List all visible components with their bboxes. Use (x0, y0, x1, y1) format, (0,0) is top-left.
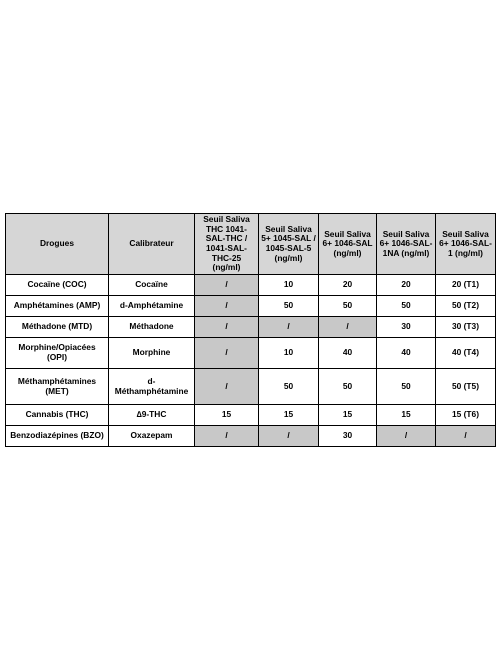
table-cell: 30 (377, 317, 436, 338)
table-cell: 10 (259, 338, 319, 369)
table-cell: / (195, 317, 259, 338)
table-row (6, 317, 496, 338)
cutoff-table (5, 213, 496, 447)
table-cell: 50 (377, 296, 436, 317)
table-row (6, 405, 496, 426)
table-cell: Cannabis (THC) (6, 405, 109, 426)
header-drogues: Drogues (6, 214, 109, 275)
table-cell: 15 (259, 405, 319, 426)
table-cell: / (195, 275, 259, 296)
table-cell: 50 (T5) (436, 369, 496, 405)
table-row (6, 369, 496, 405)
table-cell: 20 (377, 275, 436, 296)
table-cell: 50 (259, 369, 319, 405)
table-cell: d-Amphétamine (109, 296, 195, 317)
table-cell: 15 (T6) (436, 405, 496, 426)
cutoff-table-container (5, 213, 495, 447)
table-cell: ∆9-THC (109, 405, 195, 426)
table-cell: 20 (T1) (436, 275, 496, 296)
header-seuil-thc: Seuil Saliva THC 1041-SAL-THC / 1041-SAL-THC-25 (ng/ml) (195, 214, 259, 275)
table-cell: 50 (319, 296, 377, 317)
table-cell: Morphine/Opiacées (OPI) (6, 338, 109, 369)
table-row (6, 338, 496, 369)
table-cell: / (259, 317, 319, 338)
table-cell: 50 (377, 369, 436, 405)
table-cell: 40 (377, 338, 436, 369)
table-cell: Amphétamines (AMP) (6, 296, 109, 317)
table-cell: 15 (195, 405, 259, 426)
table-cell: / (377, 426, 436, 447)
table-cell: 10 (259, 275, 319, 296)
table-cell: 50 (T2) (436, 296, 496, 317)
table-cell: / (195, 338, 259, 369)
header-seuil-5plus: Seuil Saliva 5+ 1045-SAL / 1045-SAL-5 (ng/ml) (259, 214, 319, 275)
table-cell: 50 (259, 296, 319, 317)
table-cell: / (319, 317, 377, 338)
table-cell: 20 (319, 275, 377, 296)
header-seuil-6plus-1: Seuil Saliva 6+ 1046-SAL-1 (ng/ml) (436, 214, 496, 275)
table-cell: Cocaïne (109, 275, 195, 296)
table-cell: Méthamphétamines (MET) (6, 369, 109, 405)
table-cell: 15 (377, 405, 436, 426)
table-cell: 50 (319, 369, 377, 405)
table-cell: Cocaïne (COC) (6, 275, 109, 296)
table-cell: d-Méthamphétamine (109, 369, 195, 405)
header-seuil-6plus-sal: Seuil Saliva 6+ 1046-SAL (ng/ml) (319, 214, 377, 275)
table-row (6, 426, 496, 447)
table-cell: Méthadone (109, 317, 195, 338)
table-cell: Morphine (109, 338, 195, 369)
table-cell: Benzodiazépines (BZO) (6, 426, 109, 447)
table-cell: 15 (319, 405, 377, 426)
header-seuil-6plus-1na: Seuil Saliva 6+ 1046-SAL-1NA (ng/ml) (377, 214, 436, 275)
table-row (6, 296, 496, 317)
table-cell: / (195, 296, 259, 317)
table-cell: / (436, 426, 496, 447)
table-cell: 40 (319, 338, 377, 369)
table-cell: 40 (T4) (436, 338, 496, 369)
table-cell: Oxazepam (109, 426, 195, 447)
table-cell: 30 (319, 426, 377, 447)
table-cell: / (195, 369, 259, 405)
table-row (6, 275, 496, 296)
table-cell: Méthadone (MTD) (6, 317, 109, 338)
table-header-row (6, 214, 496, 275)
table-cell: / (259, 426, 319, 447)
header-calibrateur: Calibrateur (109, 214, 195, 275)
table-cell: 30 (T3) (436, 317, 496, 338)
table-cell: / (195, 426, 259, 447)
